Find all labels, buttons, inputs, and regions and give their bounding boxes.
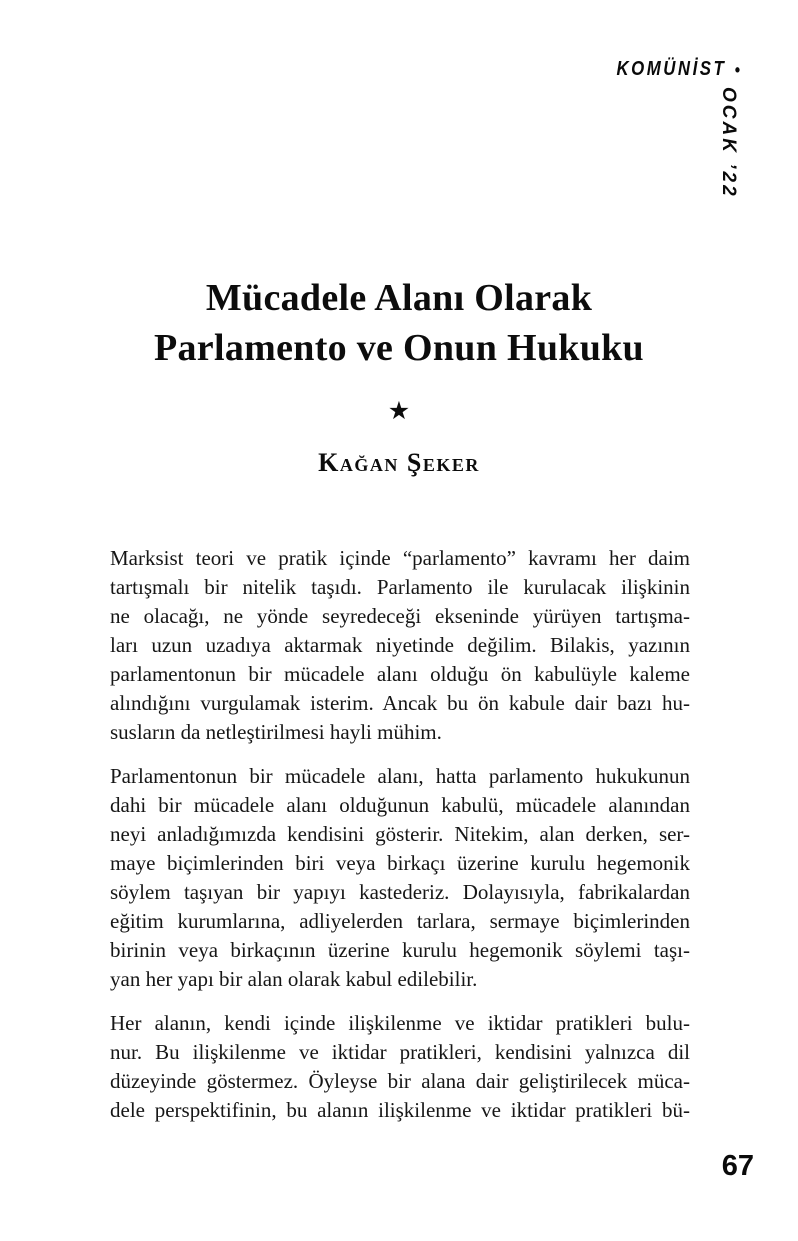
body-line: ne olacağı, ne yönde seyredeceği ekseninde yürüyen tartışma- [110,604,690,628]
body-line: maye biçimlerinden biri veya birkaçı üzerine kurulu hegemonik [110,851,690,875]
body-line: Marksist teori ve pratik içinde “parlamento” kavramı her daim [110,546,690,570]
body-line: dahi bir mücadele alanı olduğunun kabulü, mücadele alanından [110,793,690,817]
page-number: 67 [721,1150,754,1182]
body-line: susların da netleştirilmesi hayli mühim. [110,720,442,744]
paragraph-2 [110,762,690,994]
body-line: parlamentonun bir mücadele alanı olduğu ön kabulüyle kaleme [110,662,690,686]
author-name: Kağan Şeker [318,448,480,477]
body-line: eğitim kurumlarına, adliyelerden tarlara, sermaye biçimlerinden [110,909,690,933]
body-line: dele perspektifinin, bu alanın ilişkilenme ve iktidar pratikleri bü- [110,1098,690,1122]
body-line: söylem taşıyan bir yapıyı kastederiz. Dolayısıyla, fabrikalardan [110,880,690,904]
paragraph-1 [110,544,690,747]
body-line: tartışmalı bir nitelik taşıdı. Parlamento ile kurulacak ilişkinin [110,575,690,599]
body-line: nur. Bu ilişkilenme ve iktidar pratikleri, kendisini yalnızca dil [110,1040,690,1064]
body-line: yan her yapı bir alan olarak kabul edilebilir. [110,967,478,991]
body-line: alındığını vurgulamak isterim. Ancak bu ön kabule dair bazı hu- [110,691,690,715]
title-line-1: Mücadele Alanı Olarak [205,277,593,319]
bullet-icon: • [734,60,740,80]
issue-date: OCAK ’22 [718,87,739,199]
body-line: Her alanın, kendi içinde ilişkilenme ve iktidar pratikleri bulu- [110,1011,690,1035]
article-title [0,273,798,373]
journal-name: KOMÜNİST [616,58,727,80]
title-line-2: Parlamento ve Onun Hukuku [154,327,644,369]
body-line: neyi anladığımızda kendisini gösterir. Nitekim, alan derken, ser- [110,822,690,846]
paragraph-3 [110,1009,690,1125]
star-icon: ★ [387,396,411,425]
body-line: Parlamentonun bir mücadele alanı, hatta parlamento hukukunun [110,764,690,788]
body-line: ları uzun uzadıya aktarmak niyetinde değilim. Bilakis, yazının [110,633,690,657]
body-line: düzeyinde göstermez. Öyleyse bir alana dair geliştirilecek müca- [110,1069,690,1093]
journal-header [617,58,740,81]
body-line: birinin veya birkaçının üzerine kurulu hegemonik söylemi taşı- [110,938,690,962]
article-body [110,544,690,1125]
